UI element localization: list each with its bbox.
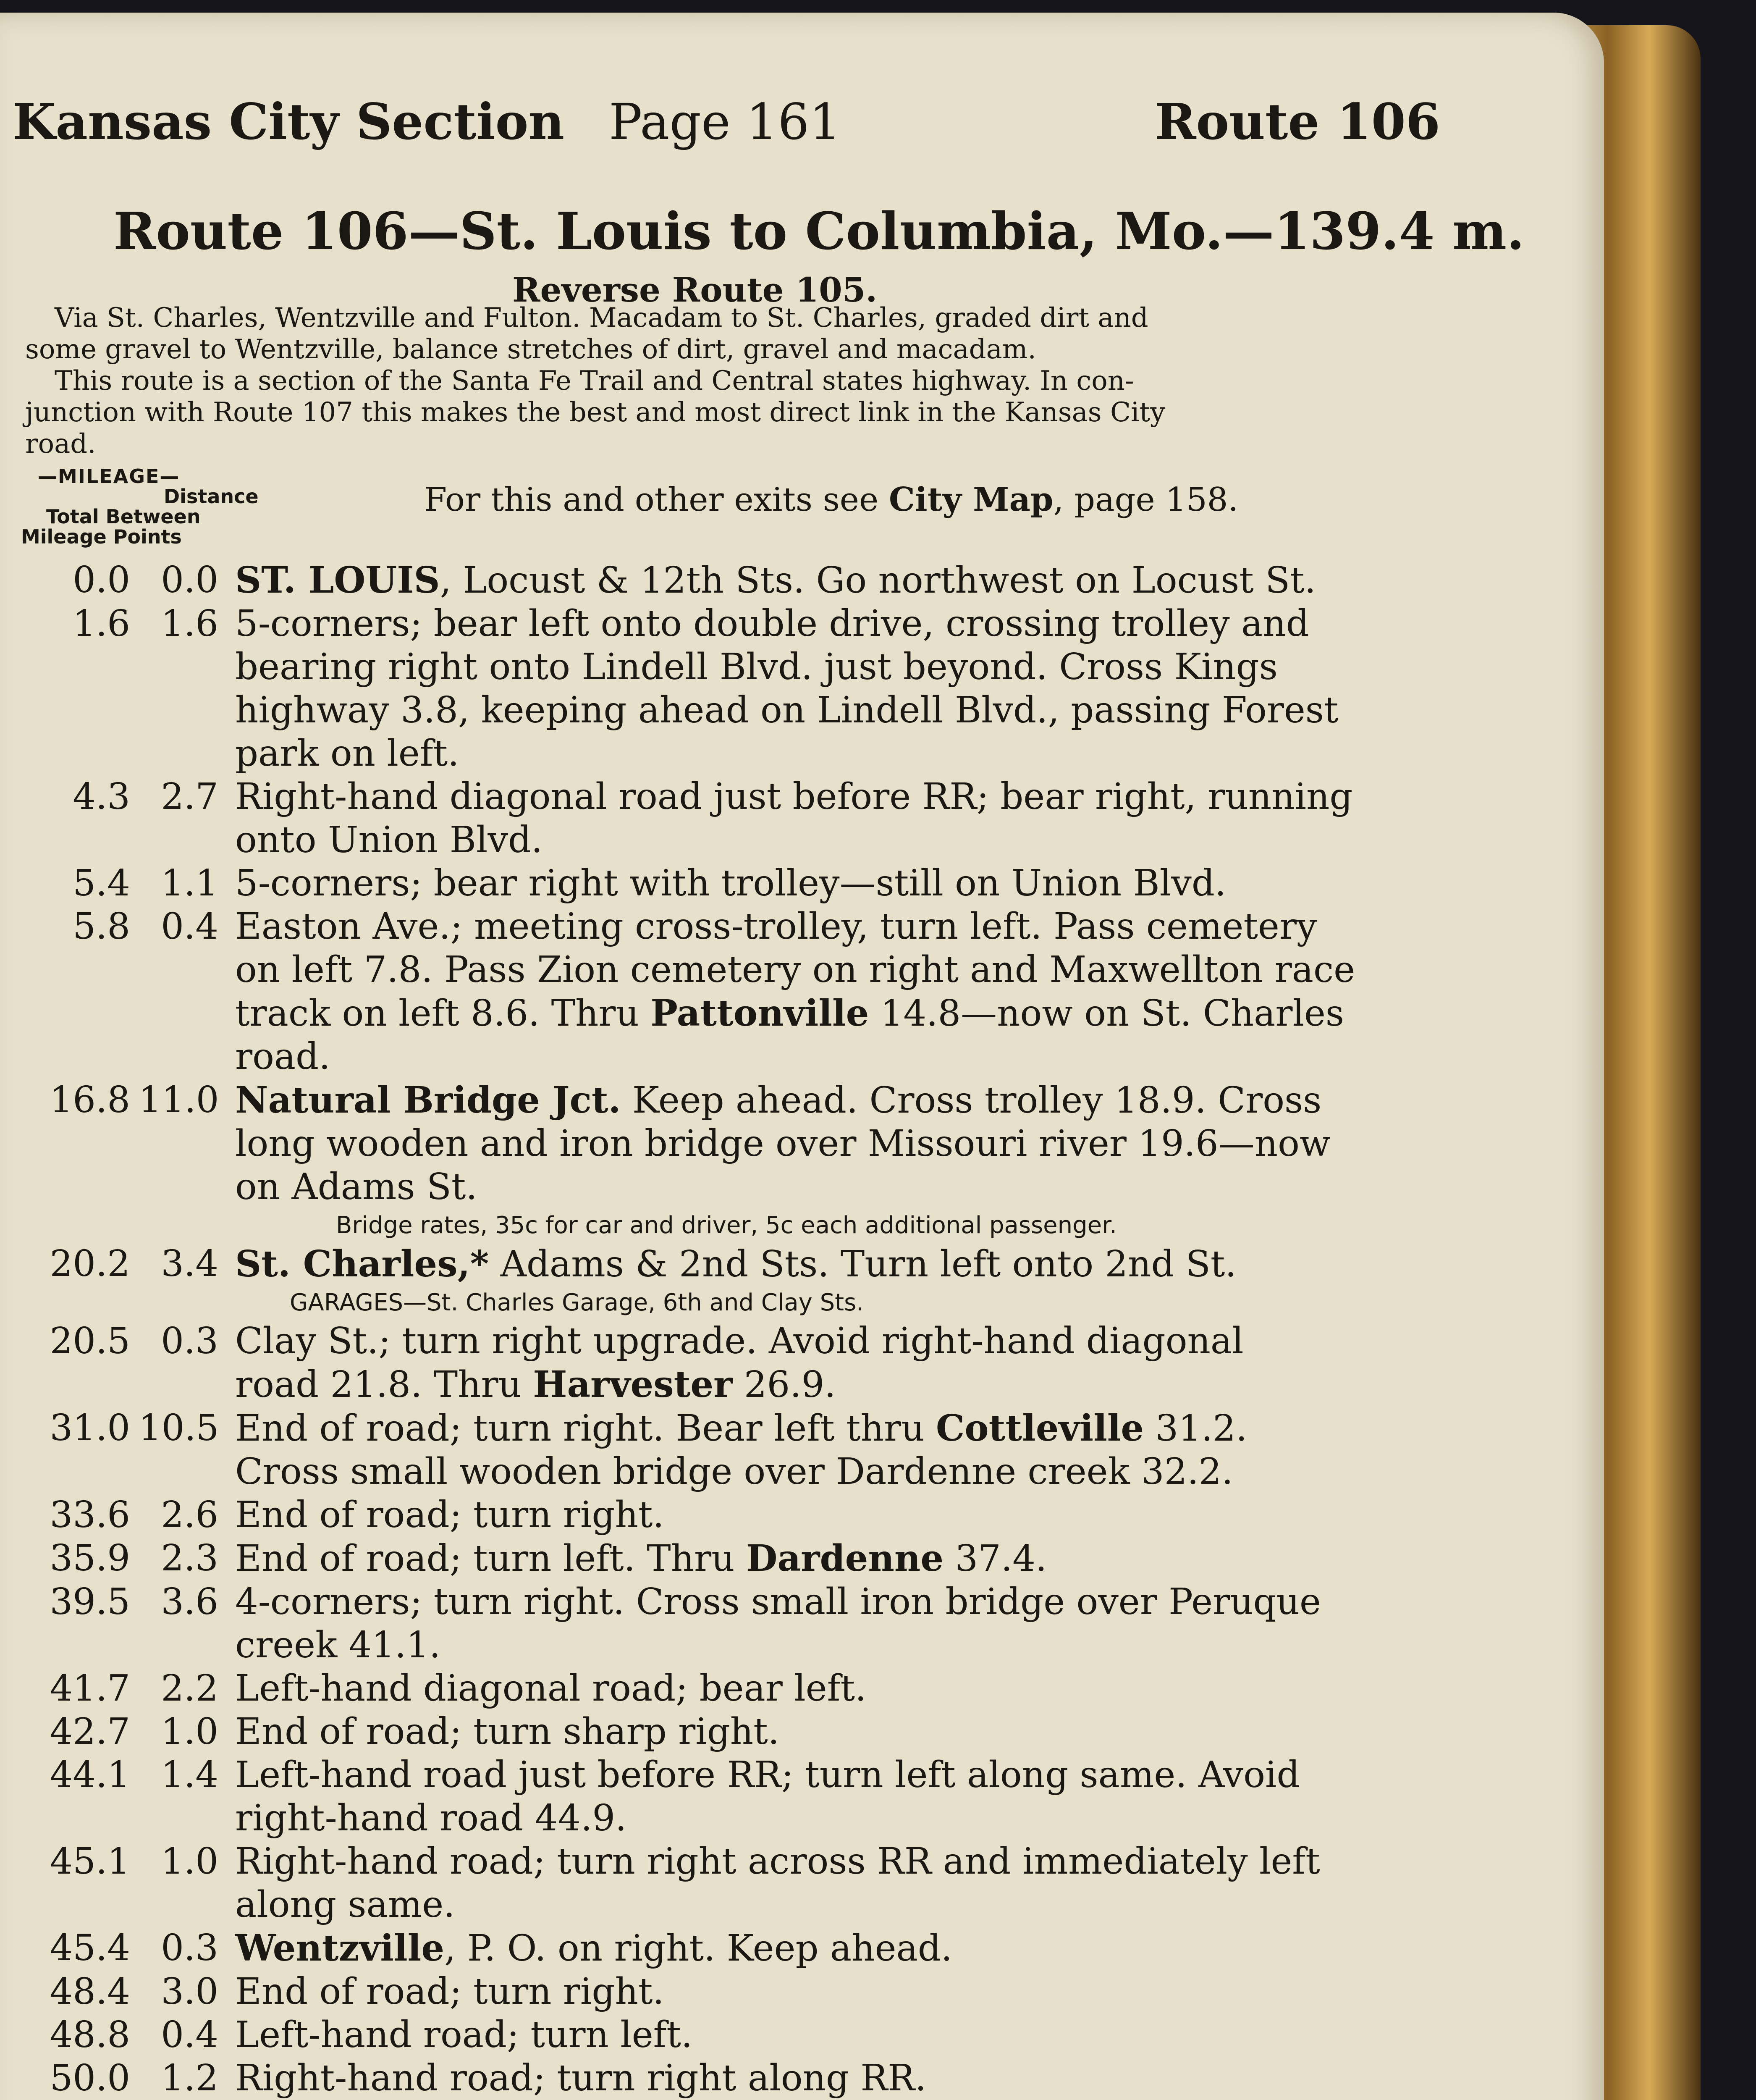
- direction-entry: [38, 1494, 1478, 1537]
- direction-text: Natural Bridge Jct. Keep ahead. Cross trolley 18.9. Cross long wooden and iron bridge over Missouri river 19.6—now on Adams St.: [235, 1079, 1331, 1208]
- city-map-link: City Map: [888, 480, 1054, 519]
- direction-text: ST. LOUIS, Locust & 12th Sts. Go northwest on Locust St.: [235, 559, 1316, 601]
- direction-text: Right-hand road; turn right across RR and immediately left along same.: [235, 1840, 1320, 1926]
- mileage-points-label: Mileage Points: [21, 525, 182, 548]
- distance-between: 1.6: [161, 603, 218, 645]
- direction-note: Bridge rates, 35c for car and driver, 5c each additional passenger.: [336, 1212, 1117, 1239]
- distance-between: 0.4: [161, 906, 218, 948]
- direction-entry: [38, 1537, 1478, 1580]
- total-mileage: 41.7: [50, 1667, 130, 1709]
- distance-between: 10.5: [139, 1407, 219, 1449]
- direction-text: End of road; turn left. Thru Dardenne 37.4.: [235, 1537, 1047, 1580]
- direction-entry: [38, 1407, 1478, 1494]
- direction-entry: [38, 602, 1478, 775]
- distance-label: Distance: [164, 485, 259, 508]
- total-mileage: 20.2: [50, 1243, 130, 1285]
- intro-line: junction with Route 107 this makes the best and most direct link in the Kansas City: [25, 397, 1166, 428]
- direction-entry: [38, 1667, 1478, 1710]
- direction-text: Left-hand road just before RR; turn left along same. Avoid right-hand road 44.9.: [235, 1754, 1300, 1839]
- distance-between: 1.1: [161, 862, 218, 904]
- distance-between: 2.3: [161, 1537, 218, 1579]
- total-mileage: 16.8: [50, 1079, 130, 1121]
- section-title: Kansas City Section: [13, 92, 565, 151]
- direction-entry: [38, 1970, 1478, 2013]
- total-mileage: 4.3: [73, 776, 130, 818]
- total-mileage: 5.8: [73, 906, 130, 948]
- distance-between: 0.3: [161, 1320, 218, 1362]
- city-map-suffix: , page 158.: [1053, 481, 1239, 519]
- direction-text: End of road; turn right.: [235, 1971, 664, 2013]
- distance-between: 11.0: [139, 1079, 219, 1121]
- distance-between: 1.0: [161, 1711, 218, 1753]
- direction-text: 5-corners; bear right with trolley—still on Union Blvd.: [235, 862, 1227, 904]
- intro-line: This route is a section of the Santa Fe Trail and Central states highway. In con-: [55, 365, 1134, 396]
- direction-entry: [38, 862, 1478, 905]
- route-intro: [25, 302, 1465, 460]
- direction-text: Right-hand road; turn right along RR.: [235, 2057, 927, 2099]
- direction-text: Left-hand diagonal road; bear left.: [235, 1667, 867, 1709]
- direction-note: GARAGES—St. Charles Garage, 6th and Clay Sts.: [290, 1289, 864, 1316]
- total-mileage: 48.4: [50, 1971, 130, 2013]
- running-head: [13, 92, 1440, 151]
- city-map-prefix: For this and other exits see: [424, 481, 889, 519]
- route-label: Route 106: [1155, 92, 1440, 151]
- total-mileage: 50.0: [50, 2057, 130, 2099]
- total-mileage: 48.8: [50, 2014, 130, 2056]
- distance-between: 2.6: [161, 1494, 218, 1536]
- direction-text: End of road; turn right. Bear left thru Cottleville 31.2. Cross small wooden bridge over Dardenne creek 32.2.: [235, 1407, 1248, 1493]
- total-mileage: 45.4: [50, 1927, 130, 1969]
- distance-between: 0.0: [161, 559, 218, 601]
- total-mileage: 33.6: [50, 1494, 130, 1536]
- direction-entry: [38, 2013, 1478, 2057]
- direction-text: St. Charles,* Adams & 2nd Sts. Turn left onto 2nd St.: [235, 1243, 1237, 1285]
- distance-between: 3.0: [161, 1971, 218, 2013]
- page-number: Page 161: [609, 93, 841, 151]
- total-mileage: 42.7: [50, 1711, 130, 1753]
- total-mileage: 35.9: [50, 1537, 130, 1579]
- direction-text: End of road; turn sharp right.: [235, 1711, 780, 1753]
- direction-entry: [38, 1242, 1478, 1286]
- mileage-column-header: [21, 465, 259, 548]
- total-mileage: 0.0: [73, 559, 130, 601]
- book-page: [0, 13, 1604, 2100]
- distance-between: 1.2: [161, 2057, 218, 2099]
- direction-entry: [38, 1320, 1478, 1407]
- total-mileage: 1.6: [73, 603, 130, 645]
- total-mileage: 45.1: [50, 1840, 130, 1882]
- total-mileage: 20.5: [50, 1320, 130, 1362]
- direction-text: Wentzville, P. O. on right. Keep ahead.: [235, 1927, 953, 1969]
- total-mileage: 31.0: [50, 1407, 130, 1449]
- direction-text: Clay St.; turn right upgrade. Avoid right-hand diagonal road 21.8. Thru Harvester 26.9.: [235, 1320, 1244, 1406]
- distance-between: 3.4: [161, 1243, 218, 1285]
- direction-entry: [38, 1754, 1478, 1840]
- distance-between: 0.3: [161, 1927, 218, 1969]
- route-directions: [38, 559, 1478, 2100]
- distance-between: 2.7: [161, 776, 218, 818]
- distance-between: 1.0: [161, 1840, 218, 1882]
- total-between-label: Total Between: [46, 505, 201, 528]
- distance-between: 1.4: [161, 1754, 218, 1796]
- direction-entry: [38, 905, 1478, 1079]
- mileage-label: —MILEAGE—: [38, 465, 180, 488]
- direction-entry: [38, 775, 1478, 862]
- direction-entry: [38, 2057, 1478, 2100]
- direction-entry: [38, 559, 1478, 602]
- direction-text: 5-corners; bear left onto double drive, crossing trolley and bearing right onto Lindell Blvd. just beyond. Cross Kings highway 3.8, keeping ahead on Lindell Blvd., passing Forest park on left.: [235, 603, 1339, 774]
- direction-entry: [38, 1580, 1478, 1667]
- distance-between: 2.2: [161, 1667, 218, 1709]
- reverse-route-note: Reverse Route 105.: [512, 270, 878, 310]
- total-mileage: 5.4: [73, 862, 130, 904]
- direction-text: Right-hand diagonal road just before RR; bear right, running onto Union Blvd.: [235, 776, 1353, 861]
- direction-text: 4-corners; turn right. Cross small iron bridge over Peruque creek 41.1.: [235, 1581, 1321, 1666]
- city-map-reference: [424, 479, 1238, 521]
- distance-between: 0.4: [161, 2014, 218, 2056]
- intro-line: some gravel to Wentzville, balance stretches of dirt, gravel and macadam.: [25, 334, 1036, 365]
- distance-between: 3.6: [161, 1581, 218, 1623]
- intro-line: Via St. Charles, Wentzville and Fulton. Macadam to St. Charles, graded dirt and: [55, 302, 1148, 333]
- direction-entry: [38, 1079, 1478, 1209]
- total-mileage: 39.5: [50, 1581, 130, 1623]
- direction-entry: [38, 1840, 1478, 1927]
- direction-text: Easton Ave.; meeting cross-trolley, turn left. Pass cemetery on left 7.8. Pass Zion cemetery on right and Maxwellton race track on left 8.6. Thru Pattonville 14.8—now on St. Charles road.: [235, 906, 1355, 1078]
- direction-text: Left-hand road; turn left.: [235, 2014, 693, 2056]
- direction-entry: [38, 1927, 1478, 1970]
- total-mileage: 44.1: [50, 1754, 130, 1796]
- direction-entry: [38, 1710, 1478, 1754]
- direction-text: End of road; turn right.: [235, 1494, 664, 1536]
- route-title: Route 106—St. Louis to Columbia, Mo.—139.4 m.: [113, 201, 1525, 261]
- intro-line: road.: [25, 428, 96, 459]
